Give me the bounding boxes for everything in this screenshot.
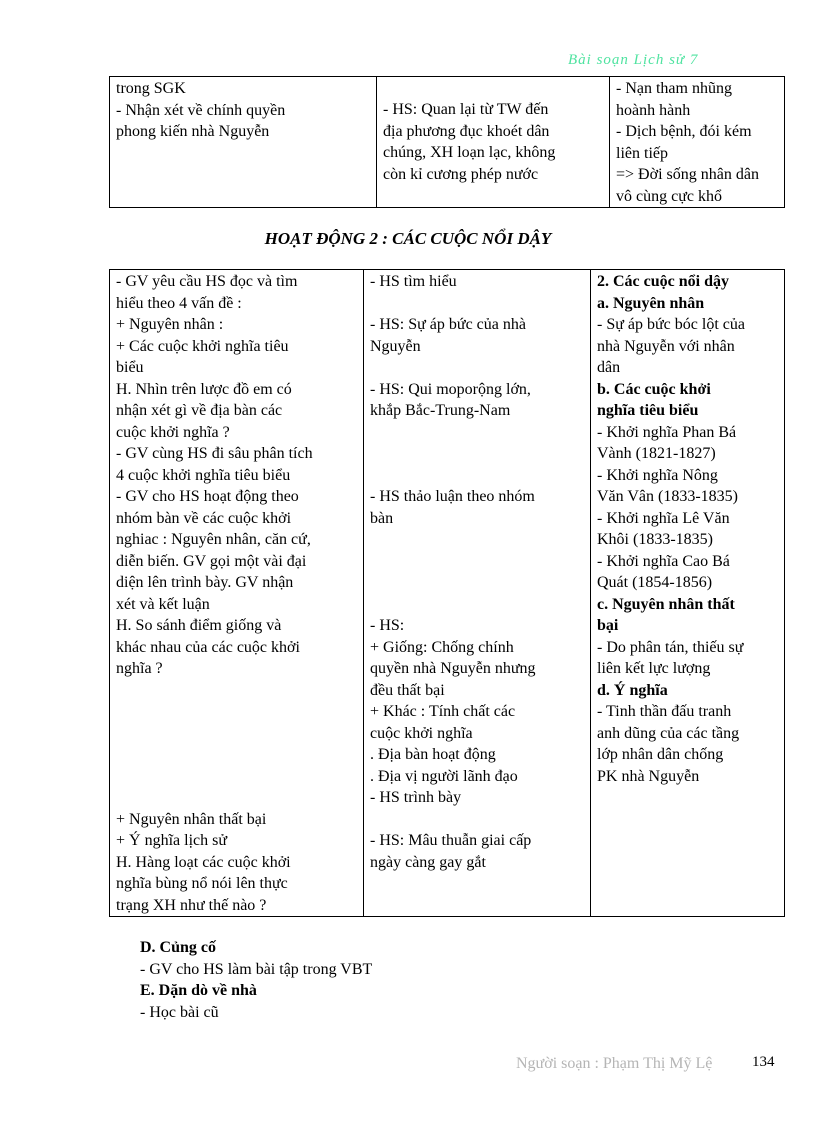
cell-line: nhóm bàn về các cuộc khởi [116, 509, 292, 527]
cell-line: còn kỉ cương phép nước [383, 165, 539, 183]
cell-line: chúng, XH loạn lạc, không [383, 144, 556, 161]
cell-line: 2. Các cuộc nổi dậy [597, 273, 729, 290]
cell-line: - Tinh thần đấu tranh [597, 703, 732, 720]
cell-line: Văn Vân (1833-1835) [597, 488, 739, 505]
cell-line: - Khởi nghĩa Phan Bá [597, 423, 737, 441]
cell-line: - Nạn tham nhũng [616, 80, 732, 97]
cell-line: - Khởi nghĩa Lê Văn [597, 509, 730, 527]
cell-line: Nguyễn [370, 337, 421, 355]
cell-line: - GV cho HS hoạt động theo [116, 488, 299, 505]
cell-line: - HS: Quan lại từ TW đến [383, 101, 549, 118]
cell-spacer [370, 572, 584, 594]
cell-line: - HS trình bày [370, 789, 462, 806]
cell-line: nghiac : Nguyên nhân, căn cứ, [116, 531, 311, 548]
top-col-student [377, 77, 610, 208]
cell-line: b. Các cuộc khởi [597, 380, 711, 398]
cell-line: d. Ý nghĩa [597, 681, 668, 699]
header-watermark: Bài soạn Lịch sử 7 [568, 52, 699, 68]
cell-line: hiểu theo 4 vấn đề : [116, 294, 242, 312]
cell-line: trạng XH như thế nào ? [116, 896, 267, 914]
cell-line: Khôi (1833-1835) [597, 531, 713, 548]
cell-line: ngày càng gay gắt [370, 853, 486, 871]
cell-line: - GV yêu cầu HS đọc và tìm [116, 273, 298, 290]
main-col-teacher [110, 270, 364, 917]
cell-line: - HS: Sự áp bức của nhà [370, 316, 526, 333]
cell-spacer [116, 787, 357, 809]
cell-line: liên tiếp [616, 144, 668, 162]
cell-line: + Nguyên nhân : [116, 316, 224, 333]
cell-line: + Các cuộc khởi nghĩa tiêu [116, 337, 289, 355]
cell-line: cuộc khởi nghĩa [370, 724, 473, 742]
main-content-table [109, 269, 785, 917]
top-col-teacher [110, 77, 377, 208]
cell-line: nghĩa bùng nổ nói lên thực [116, 875, 288, 892]
cell-line: Vành (1821-1827) [597, 445, 716, 462]
cell-spacer [116, 744, 357, 766]
cell-line: phong kiến nhà Nguyễn [116, 123, 270, 140]
cell-line: biểu [116, 359, 144, 376]
cell-line: + Ý nghĩa lịch sử [116, 832, 228, 849]
cell-spacer [116, 766, 357, 788]
author-line: Người soạn : Phạm Thị Mỹ Lệ [516, 1055, 713, 1072]
cell-line: a. Nguyên nhân [597, 294, 705, 312]
cell-line: . Địa bàn hoạt động [370, 746, 496, 763]
cell-line: Quát (1854-1856) [597, 574, 713, 591]
cell-line: => Đời sống nhân dân [616, 166, 759, 183]
cell-line: - Khởi nghĩa Cao Bá [597, 552, 730, 570]
cell-line: diện lên trình bày. GV nhận [116, 574, 294, 591]
cell-line: dân [597, 359, 621, 376]
cell-spacer [370, 551, 584, 573]
cell-line: địa phương đục khoét dân [383, 122, 550, 140]
cell-line: 4 cuộc khởi nghĩa tiêu biểu [116, 466, 291, 484]
cell-line: + Nguyên nhân thất bại [116, 810, 267, 828]
cell-line: + Giống: Chống chính [370, 638, 514, 656]
cell-line: - Nhận xét về chính quyền [116, 101, 286, 119]
cell-spacer [116, 701, 357, 723]
cell-line: - HS: Qui moporộng lớn, [370, 380, 531, 398]
cell-line: hoành hành [616, 101, 691, 119]
cell-line: - Sự áp bức bóc lột của [597, 316, 745, 333]
section-title: HOẠT ĐỘNG 2 : CÁC CUỘC NỔI DẬY [264, 229, 552, 248]
cell-spacer [370, 443, 584, 465]
cell-line: - Do phân tán, thiếu sự [597, 638, 744, 656]
cell-line: H. Nhìn trên lược đồ em có [116, 380, 292, 398]
cell-line: - HS: Mâu thuẫn giai cấp [370, 832, 532, 849]
cell-spacer [370, 465, 584, 487]
cell-line: - Khởi nghĩa Nông [597, 466, 718, 484]
cell-line: H. Hàng loạt các cuộc khởi [116, 853, 291, 871]
cell-line: liên kết lực lượng [597, 660, 711, 677]
cell-spacer [370, 357, 584, 379]
cell-line: nghĩa tiêu biểu [597, 402, 699, 419]
homework-heading: E. Dặn dò về nhà [140, 982, 257, 999]
cell-line: khắp Bắc-Trung-Nam [370, 402, 511, 419]
cell-spacer [370, 529, 584, 551]
cell-line: bàn [370, 509, 394, 527]
cell-line: xét và kết luận [116, 595, 210, 613]
cell-line: c. Nguyên nhân thất [597, 595, 735, 613]
cell-line: trong SGK [116, 80, 186, 97]
top-col-content [610, 77, 785, 208]
cell-line: nhà Nguyễn với nhân [597, 337, 735, 355]
cell-spacer [116, 680, 357, 702]
cell-line: nghĩa ? [116, 660, 163, 677]
main-col-content [591, 270, 785, 917]
cell-line: nhận xét gì về địa bàn các [116, 402, 283, 419]
cell-line: H. So sánh điểm giống và [116, 617, 282, 634]
cell-line: bại [597, 617, 619, 634]
page-number: 134 [752, 1054, 775, 1070]
cell-line: + Khác : Tính chất các [370, 703, 516, 720]
footer-block [140, 937, 372, 1023]
cell-line: - HS thảo luận theo nhóm [370, 488, 535, 505]
cell-spacer [370, 422, 584, 444]
main-col-student [364, 270, 591, 917]
homework-text: - Học bài cũ [140, 1003, 219, 1021]
cell-line: lớp nhân dân chống [597, 746, 724, 763]
consolidation-text: - GV cho HS làm bài tập trong VBT [140, 960, 373, 978]
cell-spacer [370, 293, 584, 315]
cell-line: - HS tìm hiểu [370, 273, 457, 290]
consolidation-heading: D. Củng cố [140, 939, 217, 956]
cell-line: cuộc khởi nghĩa ? [116, 423, 230, 441]
cell-spacer [370, 594, 584, 616]
cell-line: khác nhau của các cuộc khởi [116, 638, 300, 656]
cell-line: PK nhà Nguyễn [597, 767, 700, 785]
cell-line: đều thất bại [370, 681, 445, 699]
cell-line: - Dịch bệnh, đói kém [616, 123, 752, 140]
cell-line: vô cùng cực khổ [616, 187, 722, 205]
cell-spacer [116, 723, 357, 745]
cell-line: diễn biến. GV gọi một vài đại [116, 552, 307, 570]
cell-line: . Địa vị người lãnh đạo [370, 767, 518, 785]
cell-line: quyền nhà Nguyễn nhưng [370, 660, 536, 677]
top-content-table [109, 76, 785, 208]
cell-line: anh dũng của các tầng [597, 724, 740, 742]
cell-spacer [370, 809, 584, 831]
cell-line: - GV cùng HS đi sâu phân tích [116, 445, 313, 462]
cell-line: - HS: [370, 617, 405, 634]
